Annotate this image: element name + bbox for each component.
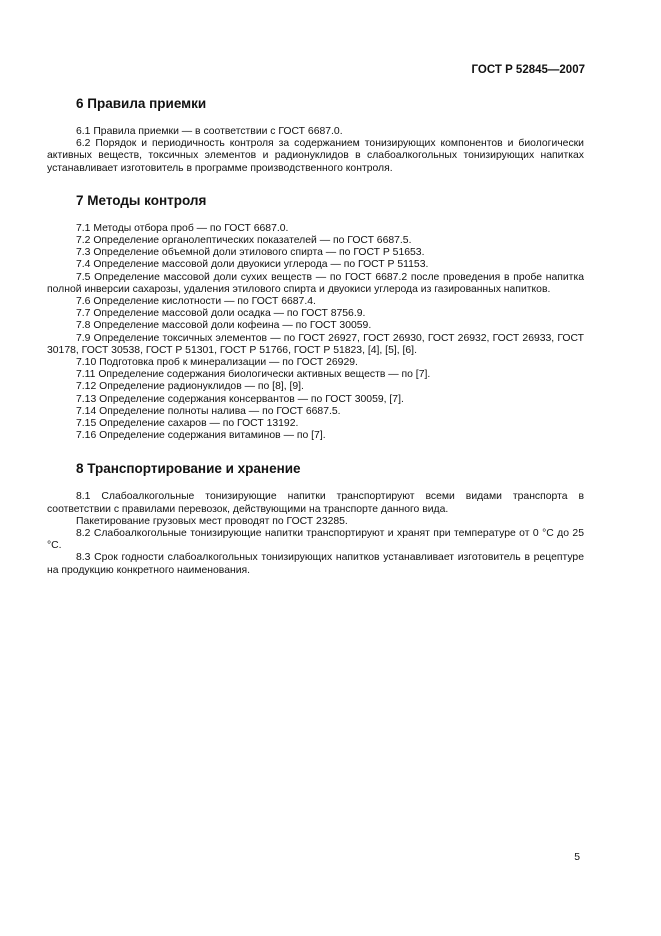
- paragraph-7-9: 7.9 Определение токсичных элементов — по ГОСТ 26927, ГОСТ 26930, ГОСТ 26932, ГОСТ 26933, ГОСТ 30178, ГОСТ 30538, ГОСТ Р 51301, ГОСТ Р 51766, ГОСТ Р 51823, [4], [5], [6].: [47, 332, 584, 356]
- paragraph-7-4: 7.4 Определение массовой доли двуокиси углерода — по ГОСТ Р 51153.: [76, 259, 429, 271]
- paragraph-7-5: 7.5 Определение массовой доли сухих веществ — по ГОСТ 6687.2 после проведения в пробе напитка полной инверсии сахарозы, удаления этилового спирта и двуокиси углерода из газированных напитков.: [47, 271, 584, 295]
- document-code: ГОСТ Р 52845—2007: [471, 64, 585, 76]
- paragraph-7-15: 7.15 Определение сахаров — по ГОСТ 13192.: [76, 418, 299, 430]
- section-7-body: [47, 222, 584, 443]
- paragraph-6-2: 6.2 Порядок и периодичность контроля за содержанием тонизирующих компонентов и биологически активных веществ, токсичных элементов и радионуклидов в слабоалкогольных тонизирующих напитках устанавливает изготовитель в программе производственного контроля.: [47, 138, 584, 174]
- paragraph-8-3: 8.3 Срок годности слабоалкогольных тонизирующих напитков устанавливает изготовитель в рецептуре на продукцию конкретного наименования.: [47, 552, 584, 576]
- page-content: [47, 90, 584, 577]
- paragraph-7-11: 7.11 Определение содержания биологически активных веществ — по [7].: [76, 369, 431, 381]
- section-6-body: [47, 126, 584, 175]
- paragraph-7-6: 7.6 Определение кислотности — по ГОСТ 6687.4.: [76, 296, 316, 308]
- paragraph-7-10: 7.10 Подготовка проб к минерализации — по ГОСТ 26929.: [76, 357, 358, 369]
- paragraph-7-8: 7.8 Определение массовой доли кофеина — по ГОСТ 30059.: [76, 320, 372, 332]
- paragraph-7-1: 7.1 Методы отбора проб — по ГОСТ 6687.0.: [76, 222, 289, 234]
- section-8-title: 8 Транспортирование и хранение: [76, 461, 301, 477]
- paragraph-6-1: 6.1 Правила приемки — в соответствии с ГОСТ 6687.0.: [76, 126, 343, 137]
- paragraph-7-13: 7.13 Определение содержания консервантов — по ГОСТ 30059, [7].: [76, 393, 404, 405]
- section-6-title: 6 Правила приемки: [76, 96, 207, 111]
- paragraph-8-1-packaging: Пакетирование грузовых мест проводят по ГОСТ 23285.: [76, 515, 348, 527]
- paragraph-8-1: 8.1 Слабоалкогольные тонизирующие напитки транспортируют всеми видами транспорта в соответствии с правилами перевозок, действующими на транспорте данного вида.: [47, 491, 584, 515]
- section-8-body: [47, 491, 584, 576]
- page-number: 5: [574, 852, 580, 863]
- paragraph-7-2: 7.2 Определение органолептических показателей — по ГОСТ 6687.5.: [76, 235, 412, 247]
- paragraph-7-3: 7.3 Определение объемной доли этилового спирта — по ГОСТ Р 51653.: [76, 247, 425, 259]
- paragraph-7-14: 7.14 Определение полноты налива — по ГОСТ 6687.5.: [76, 405, 341, 417]
- paragraph-7-16: 7.16 Определение содержания витаминов — по [7].: [76, 430, 326, 442]
- paragraph-8-2: 8.2 Слабоалкогольные тонизирующие напитки транспортируют и хранят при температуре от 0 °С до 25 °С.: [47, 528, 584, 552]
- paragraph-7-7: 7.7 Определение массовой доли осадка — по ГОСТ 8756.9.: [76, 308, 366, 320]
- section-7-title: 7 Методы контроля: [76, 192, 207, 208]
- paragraph-7-12: 7.12 Определение радионуклидов — по [8], [9].: [76, 381, 304, 393]
